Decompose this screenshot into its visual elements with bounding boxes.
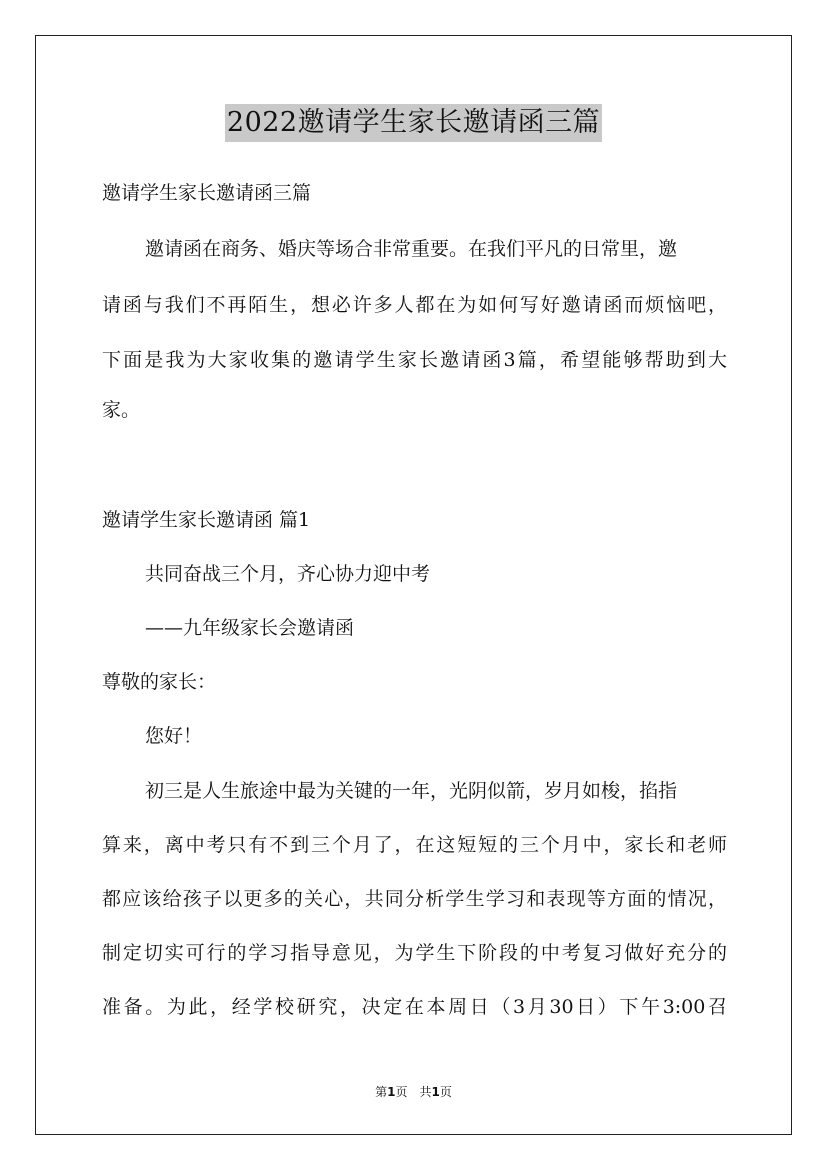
body-line-4: 制定切实可行的学习指导意见，为学生下阶段的中考复习做好充分的 xyxy=(102,942,727,964)
document-title: 2022邀请学生家长邀请函三篇 xyxy=(225,104,602,142)
footer-suffix: 页 xyxy=(439,1085,452,1099)
letter-title: ——九年级家长会邀请函 xyxy=(145,617,355,639)
footer-prefix: 第 xyxy=(375,1085,388,1099)
page-footer xyxy=(0,1083,827,1100)
body-line-5: 准备。为此，经学校研究，决定在本周日（3月30日）下午3:00召 xyxy=(102,996,727,1018)
title-container xyxy=(0,104,827,142)
slogan: 共同奋战三个月，齐心协力迎中考 xyxy=(145,563,431,585)
body-line-2: 算来，离中考只有不到三个月了，在这短短的三个月中，家长和老师 xyxy=(102,834,727,856)
salutation: 尊敬的家长： xyxy=(102,671,217,693)
section-heading: 邀请学生家长邀请函 篇1 xyxy=(102,509,311,531)
footer-total-pages: 1 xyxy=(431,1085,440,1099)
document-subtitle: 邀请学生家长邀请函三篇 xyxy=(102,182,312,204)
intro-line-4: 家。 xyxy=(102,399,141,421)
intro-line-3: 下面是我为大家收集的邀请学生家长邀请函3篇，希望能够帮助到大 xyxy=(102,349,727,371)
intro-line-2: 请函与我们不再陌生，想必许多人都在为如何写好邀请函而烦恼吧， xyxy=(102,294,727,316)
footer-page-number: 1 xyxy=(387,1085,396,1099)
body-line-3: 都应该给孩子以更多的关心，共同分析学生学习和表现等方面的情况， xyxy=(102,888,727,910)
intro-line-1: 邀请函在商务、婚庆等场合非常重要。在我们平凡的日常里，邀 xyxy=(145,238,678,260)
body-line-1: 初三是人生旅途中最为关键的一年，光阴似箭，岁月如梭，掐指 xyxy=(145,780,678,802)
greeting: 您好！ xyxy=(145,725,203,747)
footer-mid: 页 共 xyxy=(395,1085,432,1099)
